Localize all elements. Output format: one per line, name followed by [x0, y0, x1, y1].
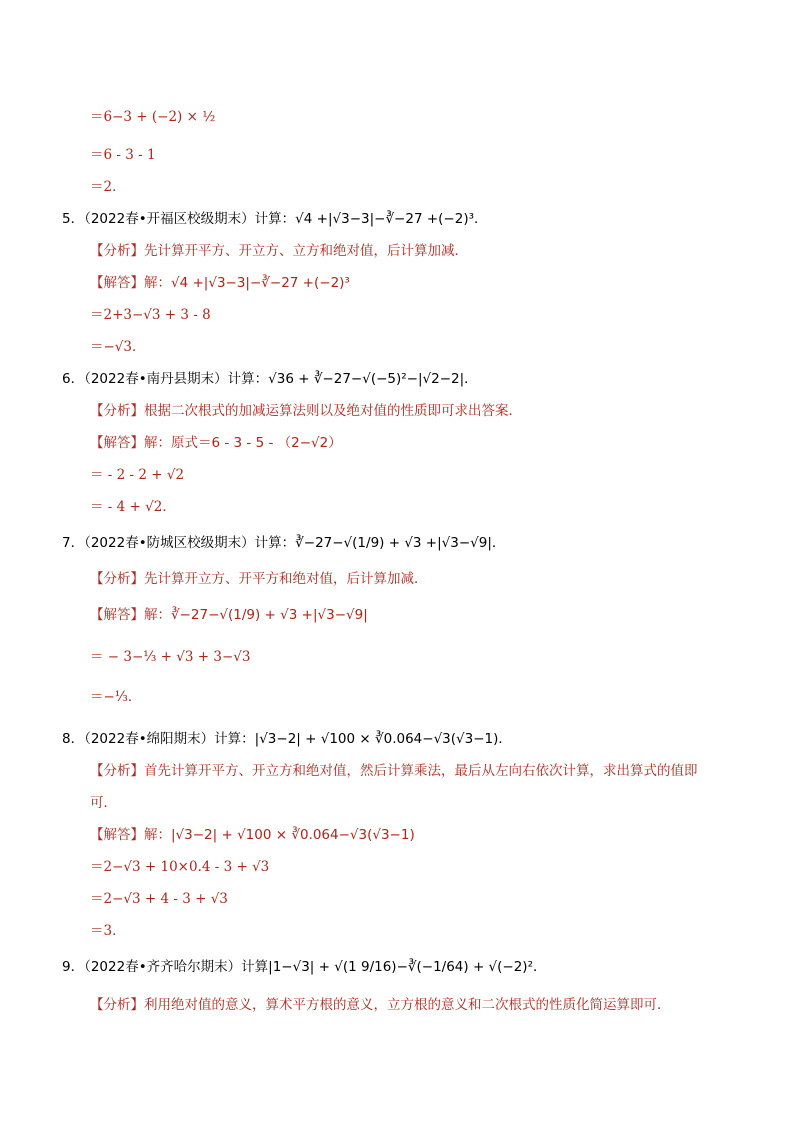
step-line: ＝2+3−√3 + 3 - 8: [90, 307, 211, 323]
step-line: ＝3．: [90, 923, 126, 939]
step-line: ＝2．: [90, 179, 126, 195]
step-line: ＝2−√3 + 4 - 3 + √3: [90, 891, 228, 907]
question-8: 8．（2022春•绵阳期末）计算：|√3−2| + √100 × ∛0.064−√3(√3−1)．: [62, 731, 512, 747]
analysis-5: 【分析】先计算开平方、开立方、立方和绝对值，后计算加减．: [90, 243, 468, 259]
analysis-7: 【分析】先计算开立方、开平方和绝对值，后计算加减．: [90, 571, 428, 587]
step-line: ＝ - 2 - 2 + √2: [90, 467, 185, 483]
analysis-8: 【分析】首先计算开平方、开立方和绝对值，然后计算乘法，最后从左向右依次计算，求出算式的值即: [90, 763, 698, 779]
solution-6: 【解答】解：原式＝6 - 3 - 5 - （2−√2）: [90, 435, 342, 451]
question-5: 5．（2022春•开福区校级期末）计算：√4 +|√3−3|−∛−27 +(−2)³．: [62, 211, 488, 227]
step-line: ＝ − 3−⅓ + √3 + 3−√3: [90, 649, 251, 665]
step-line: ＝ - 4 + √2．: [90, 499, 176, 515]
solution-5: 【解答】解：√4 +|√3−3|−∛−27 +(−2)³: [90, 275, 350, 291]
question-7: 7．（2022春•防城区校级期末）计算：∛−27−√(1/9) + √3 +|√3−√9|．: [62, 535, 506, 551]
question-6: 6．（2022春•南丹县期末）计算：√36 + ∛−27−√(−5)²−|√2−2|．: [62, 371, 478, 387]
analysis-6: 【分析】根据二次根式的加减运算法则以及绝对值的性质即可求出答案．: [90, 403, 522, 419]
analysis-9: 【分析】利用绝对值的意义，算术平方根的意义，立方根的意义和二次根式的性质化简运算即可．: [90, 997, 671, 1013]
solution-7: 【解答】解：∛−27−√(1/9) + √3 +|√3−√9|: [90, 607, 368, 623]
step-line: ＝−√3．: [90, 339, 146, 355]
step-line: ＝6−3 + (−2) × ½: [90, 109, 216, 125]
step-line: ＝6 - 3 - 1: [90, 147, 156, 163]
analysis-8-cont: 可．: [90, 795, 117, 811]
step-line: ＝−⅓．: [90, 689, 142, 705]
solution-8: 【解答】解：|√3−2| + √100 × ∛0.064−√3(√3−1): [90, 827, 415, 843]
question-9: 9．（2022春•齐齐哈尔期末）计算|1−√3| + √(1 9/16)−∛(−1/64) + √(−2)²．: [62, 959, 547, 975]
step-line: ＝2−√3 + 10×0.4 - 3 + √3: [90, 859, 270, 875]
